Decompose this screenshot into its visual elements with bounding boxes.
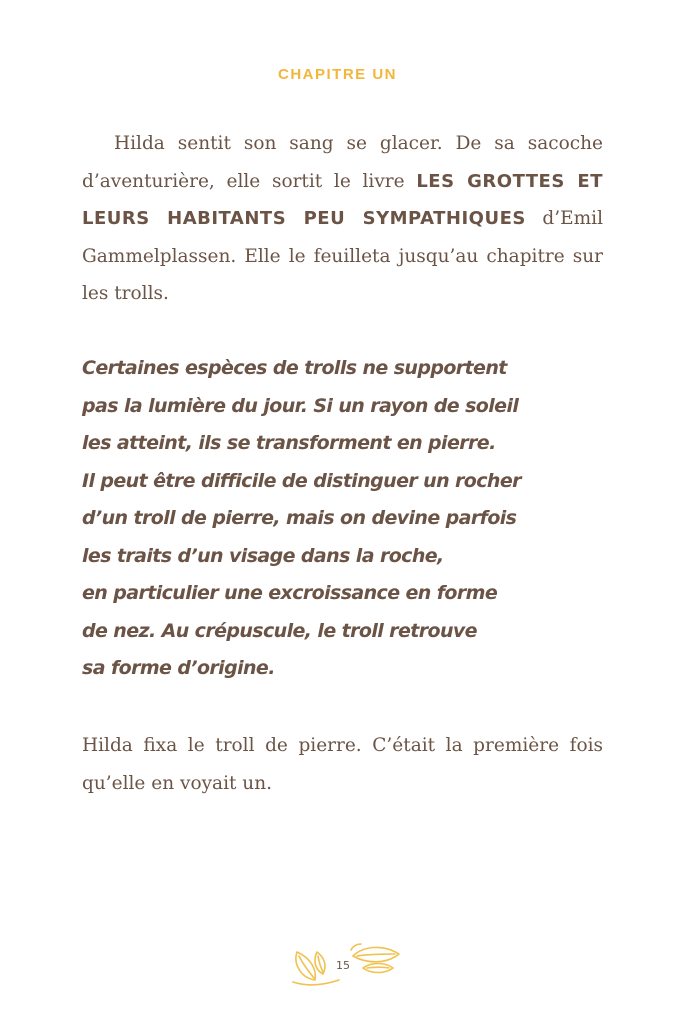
quote-line: pas la lumière du jour. Si un rayon de soleil <box>82 394 519 417</box>
paragraph-closing: Hilda fixa le troll de pierre. C’était la première fois qu’elle en voyait un. <box>82 735 603 794</box>
quote-line: de nez. Au crépuscule, le troll retrouve <box>82 619 477 642</box>
quote-line: Certaines espèces de trolls ne supportent <box>82 357 507 379</box>
quote-line: les atteint, ils se transforment en pierre. <box>82 432 496 454</box>
paragraph-intro-text-start: Hilda sentit son sang se glacer. De sa sacoche d’aventurière, elle sortit le livre <box>82 133 603 192</box>
quote-line: sa forme d’origine. <box>82 657 275 679</box>
book-title: LES GROTTES ET LEURS HABITANTS PEU SYMPATHIQUES <box>82 170 603 229</box>
paragraph-intro <box>82 125 603 313</box>
page-number: 15 <box>336 959 350 972</box>
quote-line: les traits d’un visage dans la roche, <box>82 544 444 567</box>
quote-line: d’un troll de pierre, mais on devine parfois <box>82 507 517 529</box>
quote-line: en particulier une excroissance en forme <box>82 582 498 604</box>
paragraph-intro-text-end: d’Emil Gammelplassen. Elle le feuilleta jusqu’au chapitre sur les trolls. <box>82 208 604 304</box>
book-quote <box>82 350 522 688</box>
chapter-heading: CHAPITRE UN <box>277 66 397 83</box>
quote-line: Il peut être difficile de distinguer un rocher <box>82 469 521 492</box>
